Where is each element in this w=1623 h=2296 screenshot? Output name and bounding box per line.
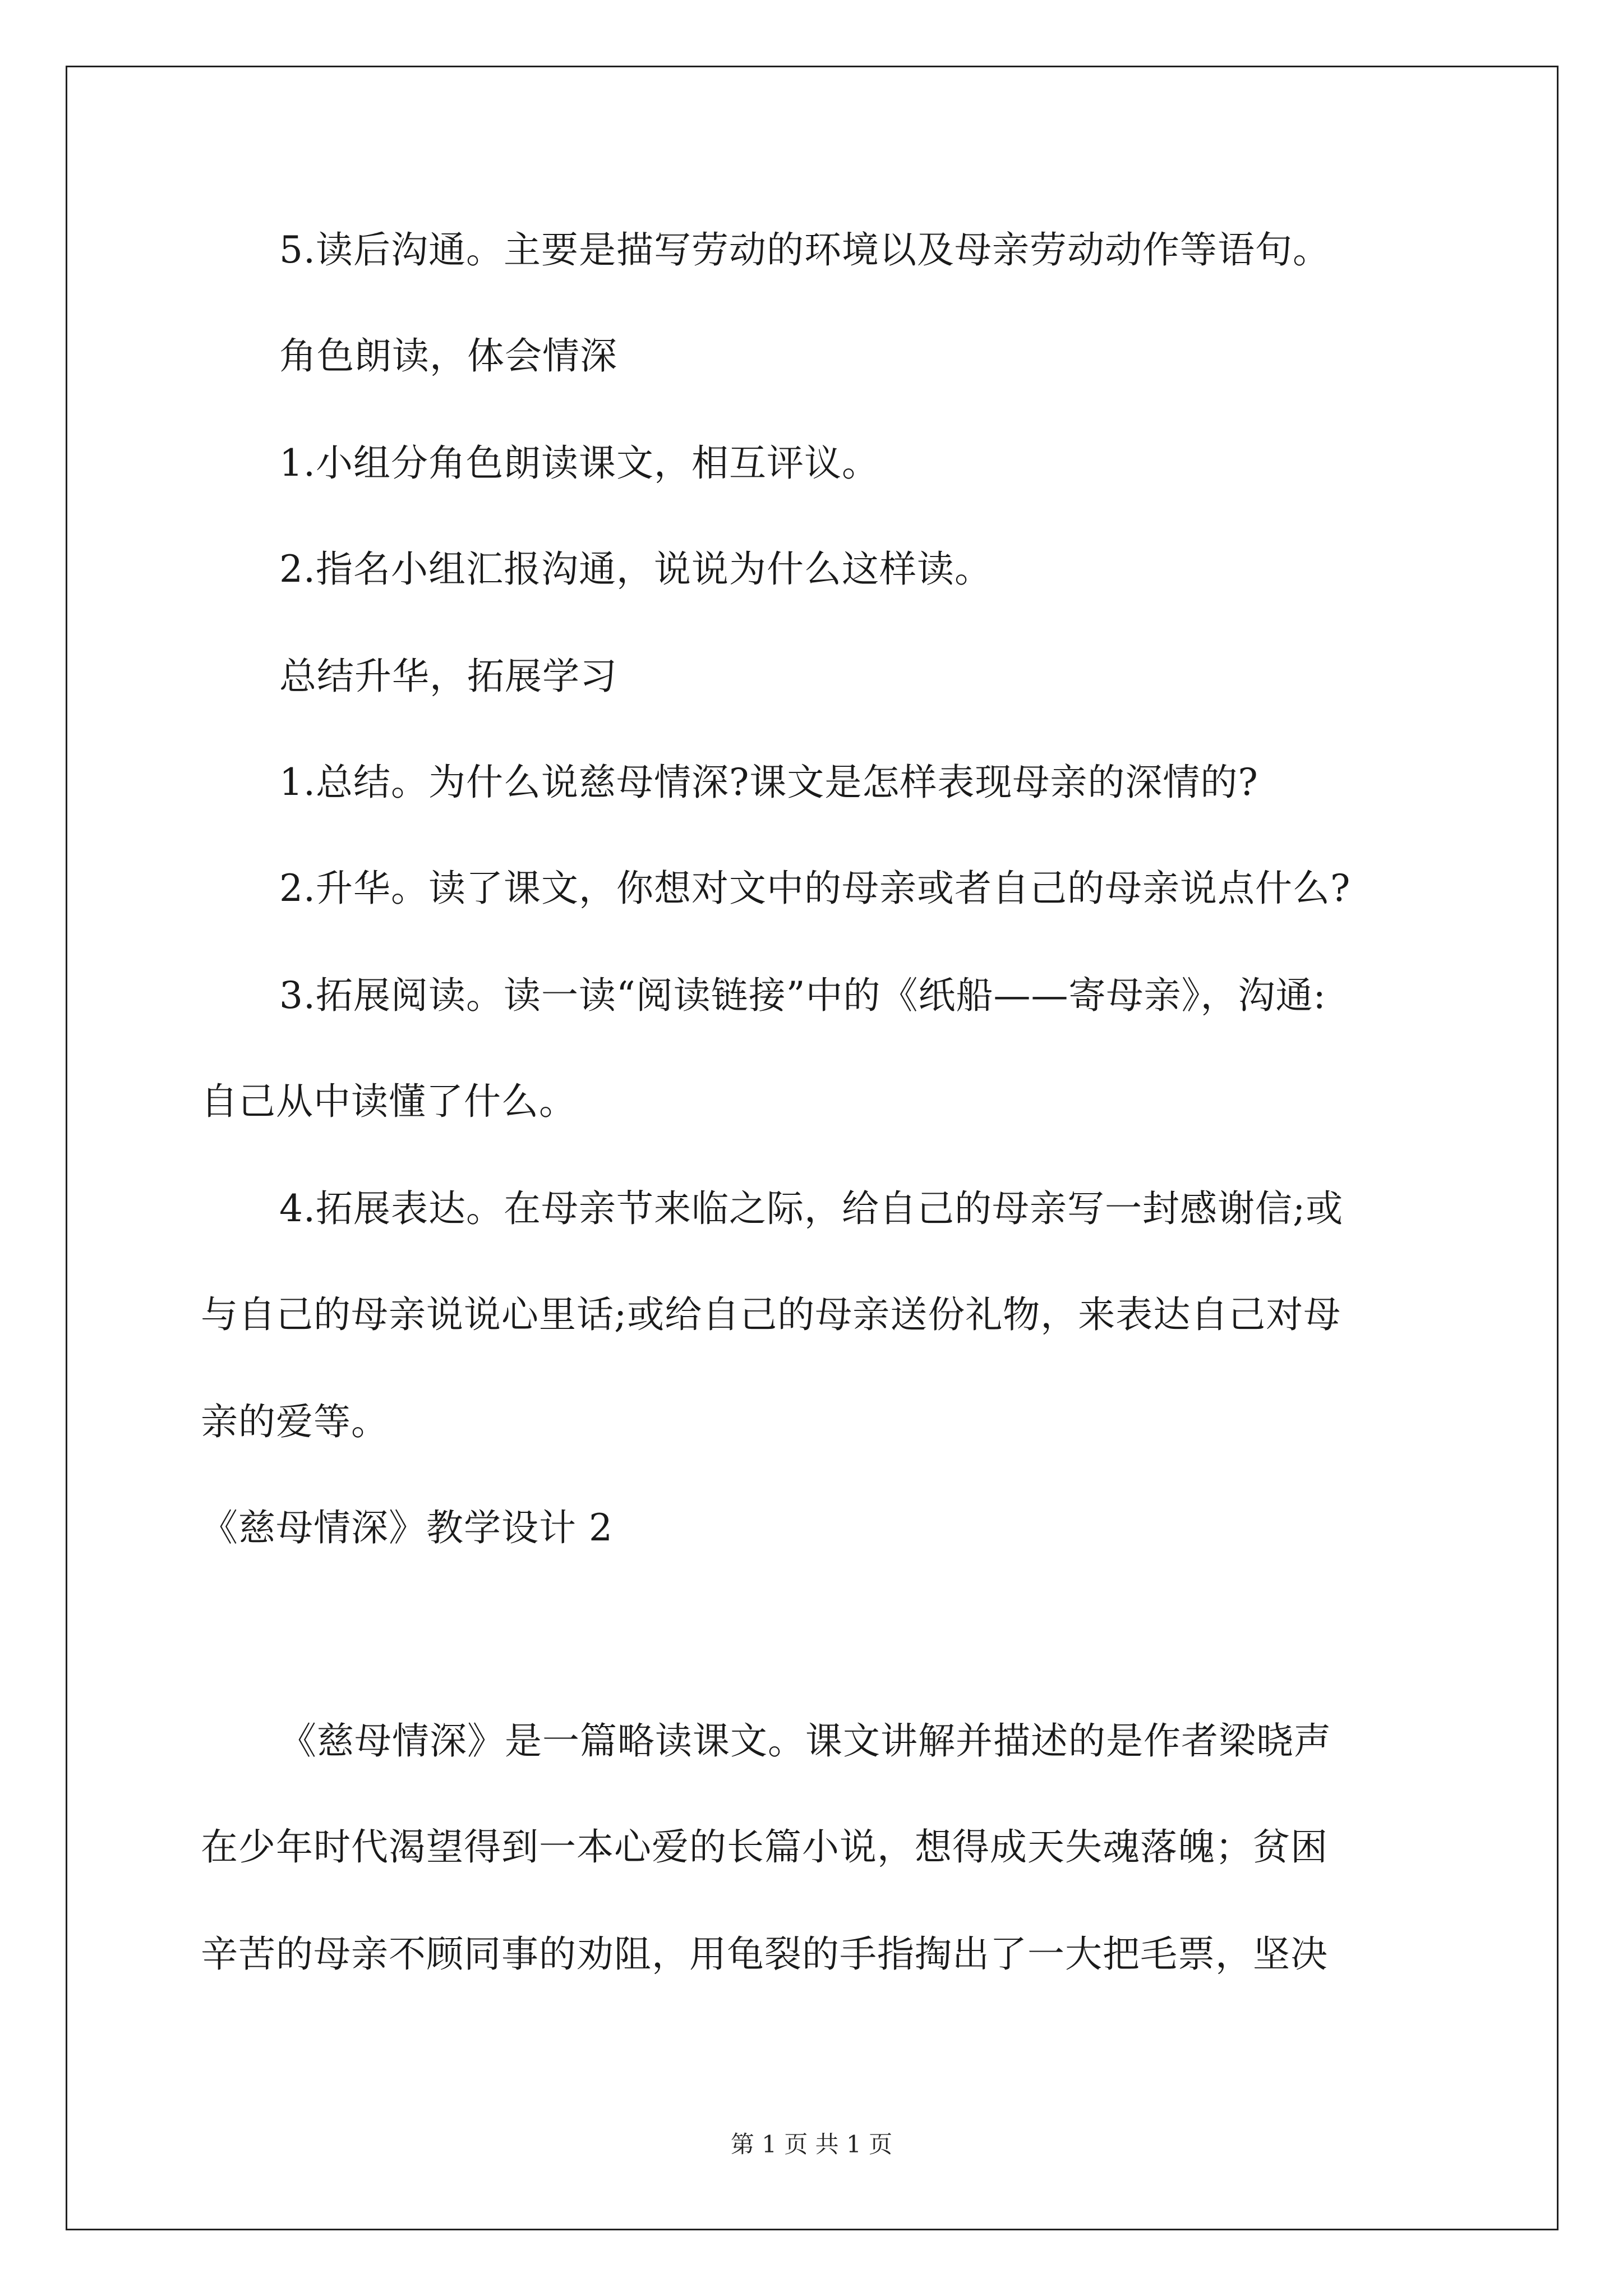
page-footer: 第 1 页 共 1 页 (730, 2131, 893, 2158)
section-heading: 角色朗读，体会情深 (279, 334, 617, 378)
paragraph-line: 《慈母情深》是一篇略读课文。课文讲解并描述的是作者梁晓声 (279, 1719, 1331, 1763)
page-frame (66, 66, 1559, 2230)
paragraph-line: 1.小组分角色朗读课文，相互评议。 (279, 441, 879, 485)
section-title: 《慈母情深》教学设计 2 (201, 1506, 613, 1549)
paragraph-line: 3.拓展阅读。读一读“阅读链接”中的《纸船——寄母亲》，沟通: (279, 974, 1326, 1017)
paragraph-line: 在少年时代渴望得到一本心爱的长篇小说，想得成天失魂落魄；贫困 (201, 1825, 1328, 1869)
section-heading: 总结升华，拓展学习 (279, 655, 617, 698)
paragraph-line: 自己从中读懂了什么。 (201, 1080, 577, 1123)
paragraph-line: 2.升华。读了课文，你想对文中的母亲或者自己的母亲说点什么? (279, 867, 1351, 910)
paragraph-line: 4.拓展表达。在母亲节来临之际，给自己的母亲写一封感谢信;或 (279, 1187, 1344, 1230)
paragraph-line: 5.读后沟通。主要是描写劳动的环境以及母亲劳动动作等语句。 (279, 228, 1330, 272)
paragraph-line: 1.总结。为什么说慈母情深?课文是怎样表现母亲的深情的? (279, 761, 1258, 804)
paragraph-line: 辛苦的母亲不顾同事的劝阻，用龟裂的手指掏出了一大把毛票，坚决 (201, 1932, 1328, 1976)
paragraph-line: 2.指名小组汇报沟通，说说为什么这样读。 (279, 547, 992, 591)
paragraph-line: 与自己的母亲说说心里话;或给自己的母亲送份礼物，来表达自己对母 (201, 1293, 1341, 1336)
paragraph-line: 亲的爱等。 (201, 1400, 389, 1443)
